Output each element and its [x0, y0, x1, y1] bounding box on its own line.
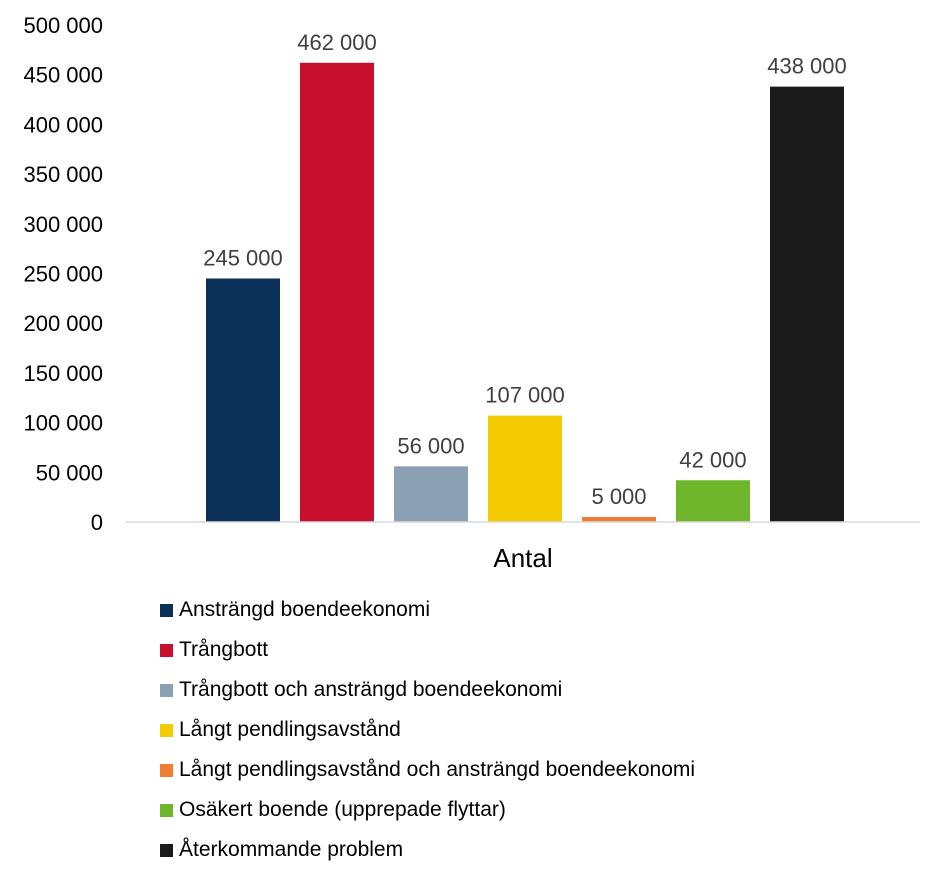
bar	[300, 63, 374, 522]
y-tick-label: 200 000	[23, 311, 103, 337]
legend-item	[160, 670, 695, 710]
y-tick-label: 400 000	[23, 112, 103, 138]
legend-item	[160, 790, 695, 830]
legend-label: Långt pendlingsavstånd och ansträngd boendeekonomi	[179, 758, 696, 781]
legend-label: Trångbott	[179, 638, 269, 661]
legend	[160, 590, 695, 870]
bar-value-label: 107 000	[485, 382, 565, 408]
y-axis	[23, 13, 103, 535]
legend-swatch	[160, 604, 173, 617]
bar	[770, 87, 844, 522]
legend-swatch	[160, 804, 173, 817]
y-tick-label: 50 000	[35, 460, 103, 486]
legend-swatch	[160, 724, 173, 737]
bar-value-label: 462 000	[297, 29, 377, 55]
bars	[206, 63, 844, 522]
y-tick-label: 100 000	[23, 410, 103, 436]
legend-label: Trångbott och ansträngd boendeekonomi	[179, 678, 563, 701]
bar-value-label: 438 000	[767, 53, 847, 79]
legend-item	[160, 750, 695, 790]
y-tick-label: 450 000	[23, 62, 103, 88]
y-tick-label: 0	[90, 510, 103, 535]
legend-item	[160, 630, 695, 670]
legend-item	[160, 710, 695, 750]
legend-label: Återkommande problem	[179, 838, 404, 861]
x-axis-label: Antal	[493, 543, 553, 573]
legend-swatch	[160, 644, 173, 657]
y-tick-label: 250 000	[23, 261, 103, 287]
legend-swatch	[160, 844, 173, 857]
legend-label: Långt pendlingsavstånd	[179, 718, 401, 741]
y-tick-label: 150 000	[23, 360, 103, 386]
bar-value-label: 5 000	[591, 484, 647, 510]
bar	[206, 278, 280, 522]
bar-value-label: 42 000	[679, 447, 747, 473]
bar-value-label: 245 000	[203, 245, 283, 271]
y-tick-label: 300 000	[23, 211, 103, 237]
bar	[676, 480, 750, 522]
legend-label: Osäkert boende (upprepade flyttar)	[179, 798, 506, 821]
bar-value-label: 56 000	[397, 433, 465, 459]
bar	[394, 466, 468, 522]
bar	[488, 416, 562, 522]
legend-swatch	[160, 684, 173, 697]
legend-item	[160, 830, 695, 870]
legend-label: Ansträngd boendeekonomi	[179, 598, 431, 621]
y-tick-label: 500 000	[23, 13, 103, 38]
y-tick-label: 350 000	[23, 162, 103, 188]
legend-swatch	[160, 764, 173, 777]
legend-item	[160, 590, 695, 630]
